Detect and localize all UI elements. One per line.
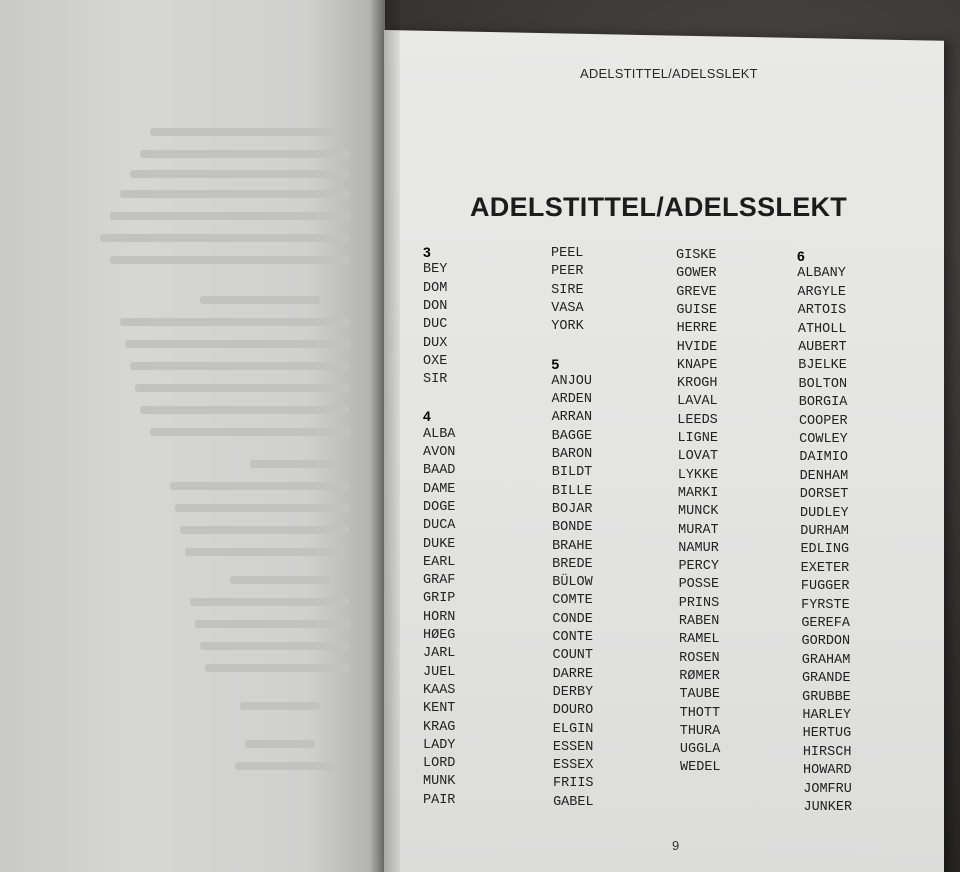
word-entry: ARRAN bbox=[551, 410, 593, 426]
word-entry: RABEN bbox=[678, 614, 720, 629]
word-entry: HORN bbox=[423, 609, 456, 625]
word-entry: COOPER bbox=[798, 413, 848, 429]
word-entry: BILLE bbox=[551, 483, 593, 499]
word-entry: GRIP bbox=[423, 591, 456, 607]
word-entry: JOMFRU bbox=[803, 781, 852, 797]
word-entry: DUC bbox=[423, 317, 448, 333]
ghost-text-line bbox=[240, 702, 320, 710]
ghost-text-line bbox=[110, 256, 350, 264]
word-entry: EXETER bbox=[800, 560, 850, 576]
word-entry: KENT bbox=[423, 701, 456, 717]
word-entry: RØMER bbox=[679, 668, 720, 684]
word-entry: CONTE bbox=[552, 630, 593, 645]
word-entry: DUDLEY bbox=[800, 505, 849, 521]
running-header: ADELSTITTEL/ADELSSLEKT bbox=[580, 66, 758, 81]
word-entry: BEY bbox=[423, 262, 448, 278]
word-entry: TAUBE bbox=[679, 687, 720, 703]
word-entry: FRIIS bbox=[553, 776, 594, 792]
word-entry: PEEL bbox=[551, 246, 584, 261]
ghost-text-line bbox=[250, 460, 340, 468]
word-entry: ANJOU bbox=[551, 373, 592, 389]
ghost-text-line bbox=[100, 234, 350, 242]
page-title: ADELSTITTEL/ADELSSLEKT bbox=[470, 192, 848, 222]
word-entry: GISKE bbox=[676, 248, 717, 263]
word-entry: JUEL bbox=[423, 664, 456, 680]
word-entry: DERBY bbox=[552, 684, 594, 700]
ghost-text-line bbox=[120, 190, 350, 198]
book-gutter bbox=[370, 0, 400, 872]
word-entry: KNAPE bbox=[676, 357, 718, 373]
word-entry: ESSEN bbox=[552, 739, 594, 755]
word-entry: GORDON bbox=[801, 634, 851, 650]
word-entry: ATHOLL bbox=[797, 321, 847, 337]
word-entry: PERCY bbox=[678, 559, 719, 575]
word-entry: BOJAR bbox=[551, 501, 593, 517]
word-entry: HVIDE bbox=[676, 339, 718, 355]
word-entry: LEEDS bbox=[677, 412, 718, 428]
ghost-text-line bbox=[185, 548, 345, 556]
word-entry: BREDE bbox=[552, 556, 593, 572]
word-entry: MUNCK bbox=[678, 504, 719, 520]
word-entry: ALBANY bbox=[797, 266, 846, 282]
left-page bbox=[0, 0, 385, 872]
word-entry: ARDEN bbox=[551, 392, 593, 408]
word-entry: UGGLA bbox=[679, 742, 721, 758]
word-entry: LADY bbox=[423, 737, 456, 753]
ghost-text-line bbox=[200, 296, 320, 304]
word-entry: BAGGE bbox=[551, 428, 593, 444]
ghost-text-line bbox=[200, 642, 350, 650]
ghost-text-line bbox=[140, 150, 350, 158]
word-entry: HERTUG bbox=[802, 726, 852, 742]
ghost-text-line bbox=[190, 598, 350, 606]
length-heading: 6 bbox=[797, 248, 805, 264]
word-entry: LORD bbox=[423, 756, 456, 772]
word-entry: DAIMIO bbox=[799, 450, 848, 466]
ghost-text-line bbox=[230, 576, 330, 584]
word-entry: BAAD bbox=[423, 463, 456, 479]
ghost-text-line bbox=[235, 762, 335, 770]
word-entry: DORSET bbox=[799, 487, 849, 503]
ghost-text-line bbox=[130, 170, 350, 178]
word-entry: ELGIN bbox=[552, 721, 594, 737]
word-entry: COMTE bbox=[552, 593, 593, 609]
word-entry: RAMEL bbox=[679, 632, 720, 648]
ghost-text-line bbox=[125, 340, 350, 348]
word-entry: GUISE bbox=[676, 302, 717, 318]
word-entry: LOVAT bbox=[677, 449, 719, 465]
word-entry: HØEG bbox=[423, 628, 456, 643]
word-entry: OXE bbox=[423, 353, 448, 369]
word-entry: MARKI bbox=[677, 485, 719, 501]
word-entry: BORGIA bbox=[798, 395, 848, 411]
word-entry: DUKE bbox=[423, 536, 456, 552]
length-heading: 5 bbox=[551, 355, 560, 372]
word-entry: MURAT bbox=[678, 522, 719, 538]
ghost-text-line bbox=[110, 212, 350, 220]
word-entry: NAMUR bbox=[678, 540, 719, 556]
word-entry: BILDT bbox=[551, 465, 593, 481]
word-entry: FUGGER bbox=[800, 579, 850, 595]
word-entry: GRAF bbox=[423, 573, 456, 589]
word-entry: DUCA bbox=[423, 518, 456, 534]
word-entry: KRAG bbox=[423, 719, 456, 735]
word-entry: ROSEN bbox=[679, 650, 720, 666]
word-entry: FYRSTE bbox=[801, 597, 850, 613]
word-entry: GABEL bbox=[553, 794, 594, 810]
word-entry: DAME bbox=[423, 481, 456, 497]
word-entry: DOURO bbox=[552, 703, 594, 719]
ghost-text-line bbox=[180, 526, 350, 534]
word-entry: LYKKE bbox=[677, 467, 719, 483]
word-entry: ESSEX bbox=[552, 758, 594, 774]
word-entry: SIRE bbox=[551, 282, 584, 298]
word-entry: ALBA bbox=[423, 426, 456, 442]
word-entry: THOTT bbox=[679, 705, 721, 721]
word-entry: LIGNE bbox=[677, 431, 718, 446]
word-entry: PEER bbox=[551, 264, 584, 280]
word-entry: BARON bbox=[551, 447, 593, 462]
word-entry: KAAS bbox=[423, 682, 456, 698]
word-entry: CONDE bbox=[552, 611, 593, 627]
word-entry: DOM bbox=[423, 280, 448, 296]
ghost-text-line bbox=[205, 664, 350, 672]
word-entry: HIRSCH bbox=[802, 744, 852, 760]
word-entry: JARL bbox=[423, 646, 456, 662]
word-entry: HERRE bbox=[676, 321, 718, 337]
word-entry: BONDE bbox=[552, 520, 593, 536]
word-entry: POSSE bbox=[678, 577, 720, 593]
right-page bbox=[384, 30, 944, 872]
ghost-text-line bbox=[150, 128, 340, 136]
word-entry: ARTOIS bbox=[797, 303, 847, 319]
word-entry: SIR bbox=[423, 372, 448, 388]
word-entry: DUX bbox=[423, 335, 448, 351]
word-entry: GRANDE bbox=[801, 671, 851, 687]
word-entry: GEREFA bbox=[801, 616, 850, 631]
ghost-text-line bbox=[170, 482, 350, 490]
word-entry: DON bbox=[423, 298, 448, 314]
word-entry: BRAHE bbox=[552, 538, 593, 554]
word-entry: ARGYLE bbox=[797, 284, 847, 300]
word-entry: BÜLOW bbox=[552, 575, 593, 591]
word-entry: JUNKER bbox=[803, 800, 853, 815]
ghost-text-line bbox=[245, 740, 315, 748]
word-entry: MUNK bbox=[423, 774, 456, 790]
word-entry: GRUBBE bbox=[802, 689, 851, 705]
word-entry: GOWER bbox=[676, 266, 717, 282]
word-entry: KROGH bbox=[677, 376, 718, 392]
word-entry: GRAHAM bbox=[801, 652, 851, 668]
length-heading: 3 bbox=[423, 244, 431, 260]
ghost-text-line bbox=[195, 620, 350, 628]
word-entry: BOLTON bbox=[798, 376, 848, 392]
word-entry: COWLEY bbox=[799, 432, 848, 447]
word-entry: DARRE bbox=[552, 666, 594, 682]
word-entry: HOWARD bbox=[803, 763, 852, 779]
ghost-text-line bbox=[120, 318, 350, 326]
ghost-text-line bbox=[135, 384, 350, 392]
ghost-text-line bbox=[150, 428, 350, 436]
word-entry: DURHAM bbox=[800, 524, 849, 539]
word-entry: EARL bbox=[423, 554, 456, 570]
length-heading: 4 bbox=[423, 408, 431, 425]
word-entry: VASA bbox=[551, 300, 584, 316]
page-number: 9 bbox=[672, 838, 680, 853]
word-entry: GREVE bbox=[676, 284, 717, 300]
word-entry: BJELKE bbox=[798, 358, 847, 374]
word-entry: DENHAM bbox=[799, 468, 849, 484]
word-entry: EDLING bbox=[800, 542, 850, 558]
word-entry: WEDEL bbox=[680, 760, 721, 776]
ghost-text-line bbox=[130, 362, 350, 370]
word-entry: HARLEY bbox=[802, 708, 851, 723]
ghost-text-line bbox=[175, 504, 350, 512]
word-entry: AVON bbox=[423, 445, 456, 460]
word-entry: COUNT bbox=[552, 648, 594, 664]
word-entry: YORK bbox=[551, 319, 584, 335]
word-entry: PAIR bbox=[423, 792, 456, 808]
word-entry: AUBERT bbox=[798, 340, 847, 355]
word-entry: THURA bbox=[679, 723, 721, 739]
word-entry: PRINS bbox=[678, 595, 720, 611]
word-entry: DOGE bbox=[423, 499, 456, 515]
word-entry: LAVAL bbox=[677, 394, 718, 410]
ghost-text-line bbox=[140, 406, 350, 414]
